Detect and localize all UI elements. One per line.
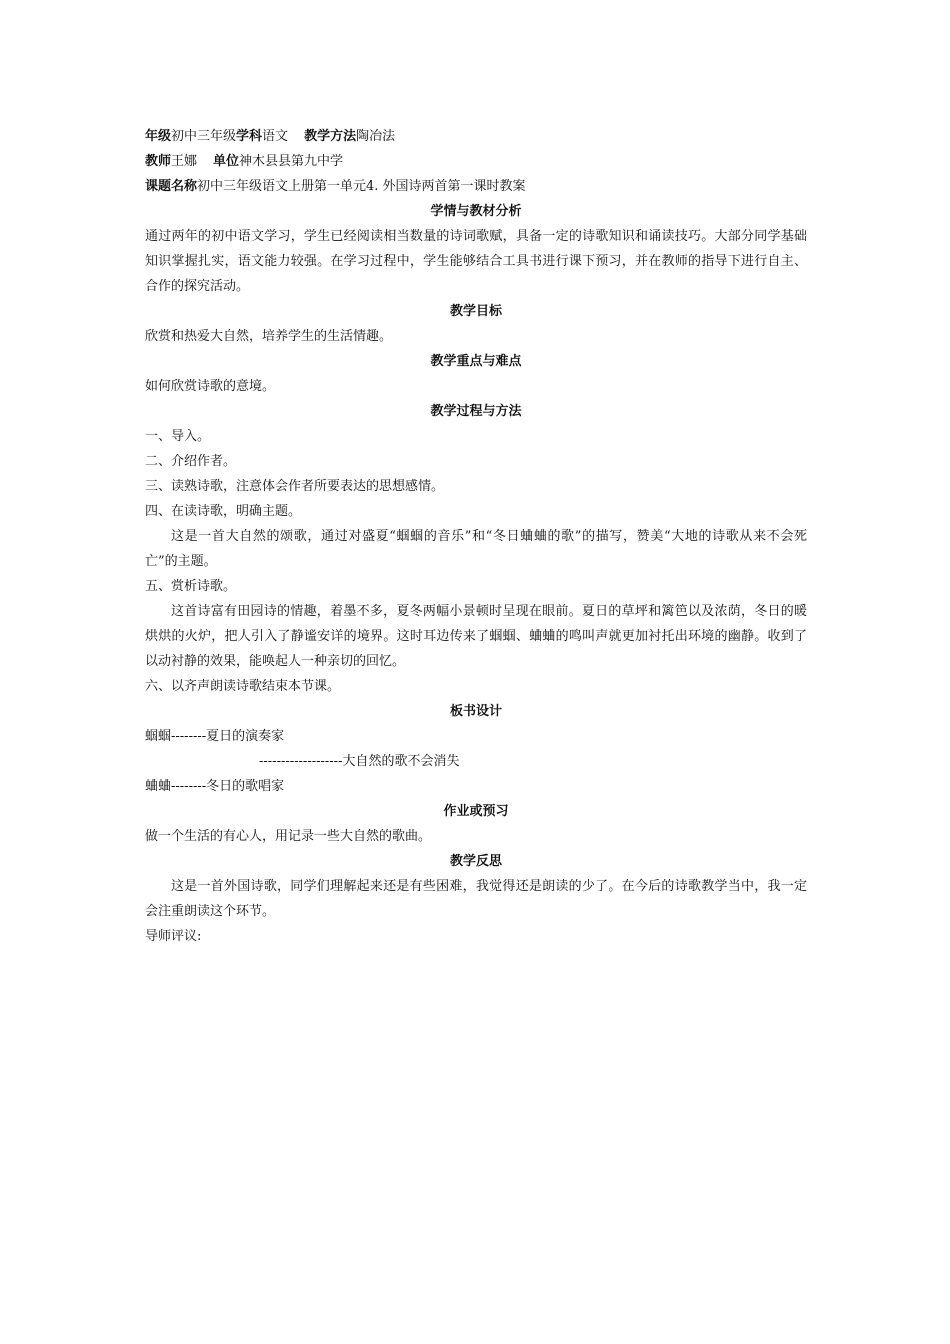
header-row-grade (145, 124, 807, 149)
keypoints-text: 如何欣赏诗歌的意境。 (145, 379, 276, 394)
header-row-teacher (145, 149, 807, 174)
process-step-6: 六、以齐声朗读诗歌结束本节课。 (145, 679, 341, 694)
reflection-heading: 教学反思 (449, 854, 502, 869)
subject-label: 学科 (236, 129, 263, 144)
teacher-label: 教师 (145, 154, 172, 169)
process-step-5-detail: 这首诗富有田园诗的情趣，着墨不多，夏冬两幅小景顿时呈现在眼前。夏日的草坪和篱笆以及浓荫，冬日的暖烘烘的火炉，把人引入了静谧安详的境界。这时耳边传来了蝈蝈、蛐蛐的鸣叫声就更加衬托出环境的幽静。收到了以动衬静的效果，能唤起人一种亲切的回忆。 (145, 604, 807, 669)
process-step-1: 一、导入。 (145, 429, 211, 444)
subject-value: 语文 (262, 129, 289, 144)
homework-text: 做一个生活的有心人，用记录一些大自然的歌曲。 (145, 829, 432, 844)
analysis-text: 通过两年的初中语文学习，学生已经阅读相当数量的诗词歌赋，具备一定的诗歌知识和诵读技巧。大部分同学基础知识掌握扎实，语文能力较强。在学习过程中，学生能够结合工具书进行课下预习，并在教师的指导下进行自主、合作的探究活动。 (145, 229, 807, 294)
process-step-5: 五、赏析诗歌。 (145, 579, 237, 594)
grade-value: 初中三年级 (171, 129, 237, 144)
homework-heading: 作业或预习 (443, 804, 509, 819)
board-line-1: 蝈蝈--------夏日的演奏家 (145, 729, 285, 744)
review-label: 导师评议: (145, 929, 202, 944)
process-step-4-detail: 这是一首大自然的颂歌，通过对盛夏“蝈蝈的音乐”和“冬日蛐蛐的歌”的描写，赞美“大地的诗歌从来不会死亡”的主题。 (145, 529, 807, 569)
process-step-3: 三、读熟诗歌，注意体会作者所要表达的思想感情。 (145, 479, 445, 494)
unit-value: 神木县县第九中学 (239, 154, 344, 169)
keypoints-heading: 教学重点与难点 (430, 354, 522, 369)
analysis-heading: 学情与教材分析 (430, 204, 522, 219)
goals-heading: 教学目标 (449, 304, 502, 319)
title-value: 初中三年级语文上册第一单元4. 外国诗两首第一课时教案 (197, 179, 526, 194)
method-label: 教学方法 (304, 129, 357, 144)
reflection-text: 这是一首外国诗歌，同学们理解起来还是有些困难，我觉得还是朗读的少了。在今后的诗歌教学当中，我一定会注重朗读这个环节。 (145, 879, 807, 919)
board-heading: 板书设计 (449, 704, 502, 719)
process-step-2: 二、介绍作者。 (145, 454, 237, 469)
unit-label: 单位 (213, 154, 240, 169)
teacher-value: 王娜 (171, 154, 198, 169)
header-row-title (145, 174, 807, 199)
board-line-3: 蛐蛐--------冬日的歌唱家 (145, 779, 285, 794)
goals-text: 欣赏和热爱大自然，培养学生的生活情趣。 (145, 329, 393, 344)
grade-label: 年级 (145, 129, 172, 144)
process-heading: 教学过程与方法 (430, 404, 522, 419)
board-line-2: -------------------大自然的歌不会消失 (259, 754, 460, 769)
process-step-4: 四、在读诗歌，明确主题。 (145, 504, 302, 519)
lesson-plan-body (145, 124, 807, 949)
title-label: 课题名称 (145, 179, 198, 194)
method-value: 陶冶法 (356, 129, 396, 144)
